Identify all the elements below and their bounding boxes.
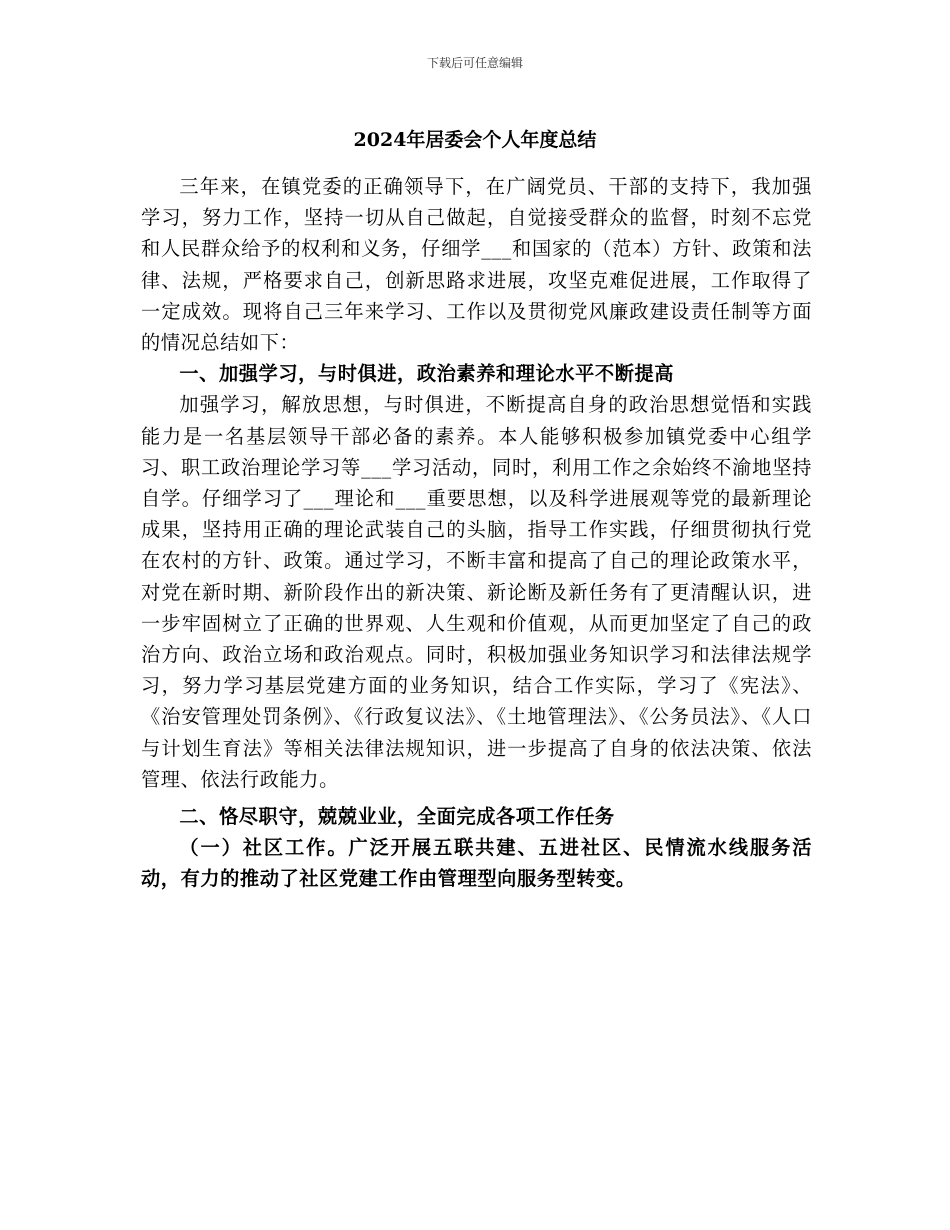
header-note: 下载后可任意编辑	[426, 56, 523, 70]
section-2-heading: 二、恪尽职守，兢兢业业，全面完成各项工作任务	[179, 805, 615, 829]
section-1-paragraph: 加强学习，解放思想，与时俱进，不断提高自身的政治思想觉悟和实践能力是一名基层领导干部必备的素养。本人能够积极参加镇党委中心组学习、职工政治理论学习等___学习活动，同时，利用工作之余始终不渝地坚持自学。仔细学习了___理论和___重要思想，以及科学进展观等党的最新理论成果，坚持用正确的理论武装自己的头脑，指导工作实践，仔细贯彻执行党在农村的方针、政策。通过学习，不断丰富和提高了自己的理论政策水平，对党在新时期、新阶段作出的新决策、新论断及新任务有了更清醒认识，进一步牢固树立了正确的世界观、人生观和价值观，从而更加坚定了自己的政治方向、政治立场和政治观点。同时，积极加强业务知识学习和法律法规学习，努力学习基层党建方面的业务知识，结合工作实际，学习了《宪法》、《治安管理处罚条例》、《行政复议法》、《土地管理法》、《公务员法》、《人口与计划生育法》等相关法律法规知识，进一步提高了自身的依法决策、依法管理、依法行政能力。	[141, 393, 812, 791]
document-body	[141, 171, 812, 895]
intro-paragraph: 三年来，在镇党委的正确领导下，在广阔党员、干部的支持下，我加强学习，努力工作，坚持一切从自己做起，自觉接受群众的监督，时刻不忘党和人民群众给予的权利和义务，仔细学___和国家的（范本）方针、政策和法律、法规，严格要求自己，创新思路求进展，攻坚克难促进展，工作取得了一定成效。现将自己三年来学习、工作以及贯彻党风廉政建设责任制等方面的情况总结如下：	[141, 175, 812, 355]
section-1-heading: 一、加强学习，与时俱进，政治素养和理论水平不断提高	[179, 362, 675, 386]
section-2-subsection-1: （一）社区工作。广泛开展五联共建、五进社区、民情流水线服务活动，有力的推动了社区党建工作由管理型向服务型转变。	[141, 836, 812, 891]
document-title: 2024年居委会个人年度总结	[353, 129, 597, 151]
